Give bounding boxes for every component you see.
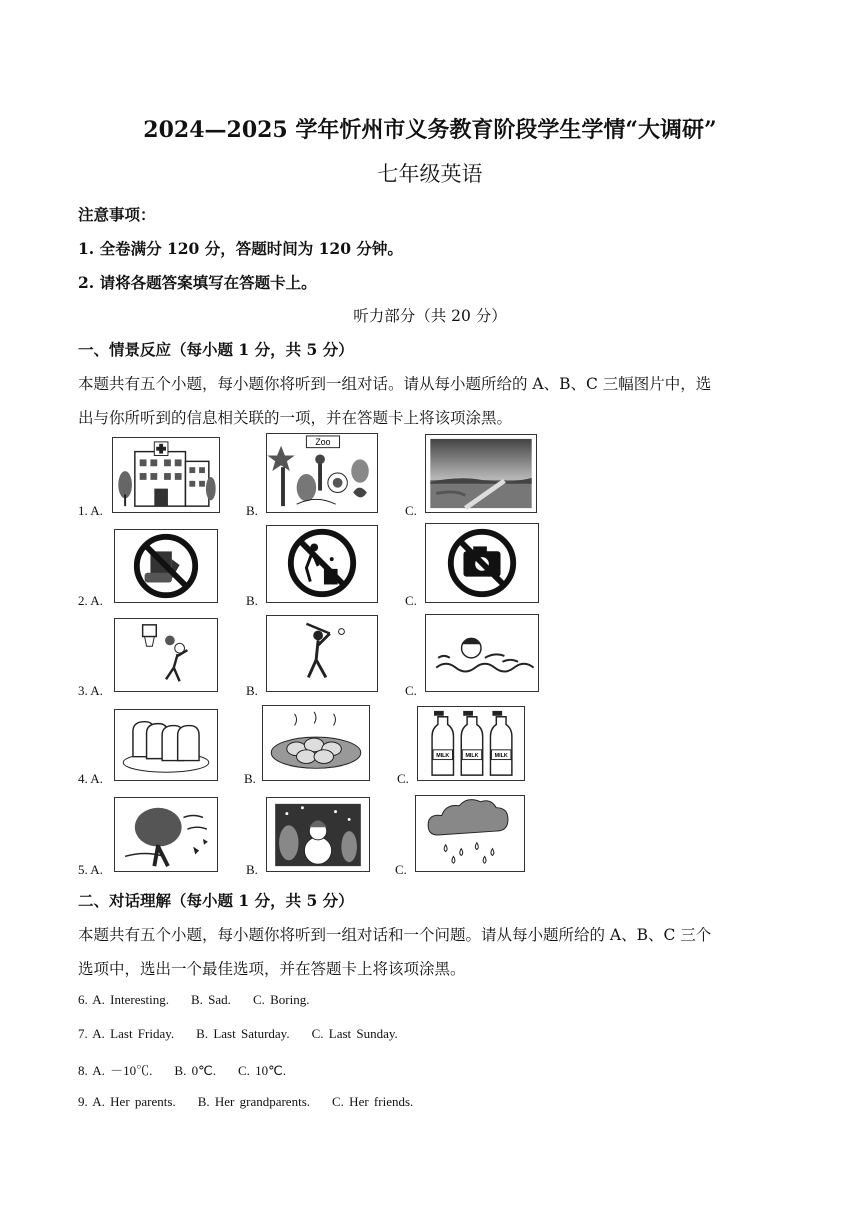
baseball-picture[interactable] (266, 615, 378, 692)
milk-label-3: MILK (494, 753, 508, 760)
basketball-picture[interactable] (114, 618, 218, 692)
note-item-1: 1. 全卷满分 120 分，答题时间为 120 分钟。 (78, 239, 403, 258)
section1-instructions-line2: 出与你所听到的信息相关联的一项，并在答题卡上将该项涂黑。 (78, 409, 513, 427)
q3-label-a: 3. A. (78, 683, 103, 698)
q2-label-c: C. (405, 593, 417, 608)
swimming-picture[interactable] (425, 614, 539, 692)
no-photos-sign[interactable] (425, 523, 539, 603)
windy-tree-picture[interactable] (114, 797, 218, 872)
question-9 (78, 1094, 435, 1110)
question-6 (78, 992, 331, 1008)
no-littering-sign[interactable] (266, 525, 378, 603)
q2-label-b: B. (246, 593, 258, 608)
milk-label-1: MILK (436, 753, 450, 760)
q6-option-b[interactable]: B. Sad. (191, 992, 231, 1007)
q1-label-c: C. (405, 503, 417, 518)
zoo-sign-text: Zoo (315, 437, 331, 448)
zoo-picture[interactable] (266, 433, 378, 513)
q4-label-c: C. (397, 771, 409, 786)
q8-option-a[interactable]: 8. A. －10℃. (78, 1063, 153, 1078)
q3-label-b: B. (246, 683, 258, 698)
q9-option-b[interactable]: B. Her grandparents. (197, 1094, 311, 1109)
notes-heading: 注意事项： (78, 205, 156, 224)
section1-heading: 一、情景反应（每小题 1 分，共 5 分） (78, 340, 354, 359)
q3-label-c: C. (405, 683, 417, 698)
note-item-2: 2. 请将各题答案填写在答题卡上。 (78, 273, 317, 292)
exam-title: 2024—2025 学年忻州市义务教育阶段学生学情“大调研” (143, 117, 717, 143)
exam-subtitle: 七年级英语 (377, 162, 483, 186)
q5-label-c: C. (395, 862, 407, 877)
snowman-picture[interactable] (266, 797, 370, 872)
bread-picture[interactable] (114, 709, 218, 781)
dumplings-picture[interactable] (262, 705, 370, 781)
q6-option-c[interactable]: C. Boring. (252, 992, 310, 1007)
section1-instructions-line1: 本题共有五个小题，每小题你将听到一组对话。请从每小题所给的 A、B、C 三幅图片中，选 (78, 375, 712, 393)
q7-option-c[interactable]: C. Last Sunday. (311, 1026, 398, 1041)
section2-heading: 二、对话理解（每小题 1 分，共 5 分） (78, 891, 354, 910)
milk-bottles-picture[interactable] (417, 706, 525, 781)
section2-instructions-line2: 选项中，选出一个最佳选项，并在答题卡上将该项涂黑。 (78, 960, 466, 978)
q5-label-b: B. (246, 862, 258, 877)
milk-label-2: MILK (465, 753, 479, 760)
no-food-drink-sign[interactable] (114, 529, 218, 603)
listening-part-title: 听力部分（共 20 分） (353, 307, 507, 325)
q4-label-a: 4. A. (78, 771, 103, 786)
q6-option-a[interactable]: 6. A. Interesting. (78, 992, 170, 1007)
section2-instructions-line1: 本题共有五个小题，每小题你将听到一组对话和一个问题。请从每小题所给的 A、B、C 三个 (78, 926, 712, 944)
q9-option-a[interactable]: 9. A. Her parents. (78, 1094, 176, 1109)
hospital-picture[interactable] (112, 437, 220, 513)
q7-option-b[interactable]: B. Last Saturday. (196, 1026, 290, 1041)
countryside-road-picture[interactable] (425, 434, 537, 513)
q5-label-a: 5. A. (78, 862, 103, 877)
q9-option-c[interactable]: C. Her friends. (332, 1094, 414, 1109)
rain-cloud-picture[interactable] (415, 795, 525, 872)
q1-label-b: B. (246, 503, 258, 518)
q8-option-b[interactable]: B. 0℃. (174, 1063, 216, 1078)
q4-label-b: B. (244, 771, 256, 786)
q1-label-a: 1. A. (78, 503, 103, 518)
q8-option-c[interactable]: C. 10℃. (237, 1063, 286, 1078)
question-7 (78, 1026, 420, 1042)
q7-option-a[interactable]: 7. A. Last Friday. (78, 1026, 175, 1041)
question-8 (78, 1060, 308, 1079)
q2-label-a: 2. A. (78, 593, 103, 608)
